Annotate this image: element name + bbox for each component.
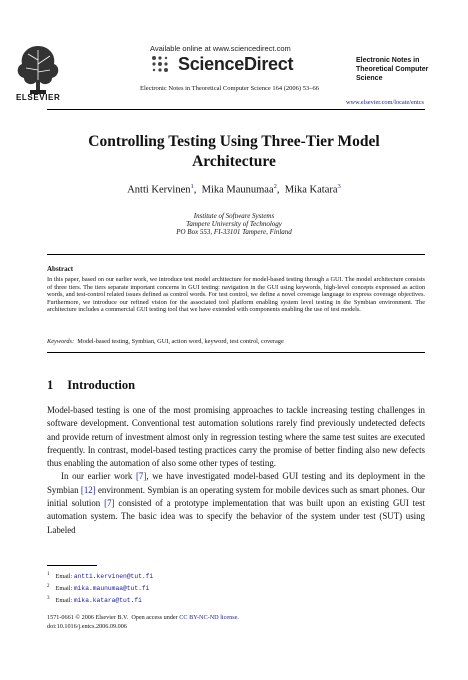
footnote-number: 2 [47,584,50,590]
journal-box-line: Theoretical Computer [356,66,429,73]
footnote-mark[interactable]: 1 [190,183,194,190]
footnote [47,594,153,606]
title-line: Architecture [192,153,276,170]
footnote-label: Email: [55,573,73,581]
author-name: Mika Katara [284,184,338,196]
footnote-number: 1 [47,572,50,577]
text-run: consisted of a prototype implementation that was built upon an existing GUI test automation system. The basic idea was to specify the behavior of the system under test (SUT) using Labeled [47,498,426,535]
affiliation-line: Tampere University of Technology [186,220,282,228]
journal-box-line: Science [356,75,383,82]
email-link[interactable]: antti.kervinen@tut.fi [73,573,154,581]
affiliation [40,212,428,236]
elsevier-tree-logo [10,40,66,96]
abstract-text: In this paper, based on our earlier work, we introduce test model architecture for model-based testing through a GUI. The model architecture consists of three tiers. The tiers separate important concerns in GUI testing: navigation in the GUI using keywords, high-level concepts expressed as action words, and test-control related issues defined as control words. For test control, we define a novel coverage language to express coverage objectives. Furthermore, we introduce our refined vision for the associated tool platform enabling system level testing in the Symbian environment. The architecture includes a commercial GUI testing tool that we have extended with components enabling the use of test models. [47,276,425,314]
footnotes [47,570,153,606]
author-list: Antti Kervinen$^1$, Mika Maunumaa$^2$, Mika Katara$^3$ [127,183,341,196]
sciencedirect-dots-icon [150,54,170,74]
journal-name-box [356,56,456,83]
paper-title [40,132,428,172]
affiliation-line: PO Box 553, FI-33101 Tampere, Finland [176,228,292,236]
copyright-text: 1571-0661 © 2006 Elsevier B.V. [47,614,129,621]
text-run: environment. Symbian is an operating system for mobile devices such as smart phones. Our initial solution [47,484,426,509]
citation-link[interactable]: [7] [104,498,115,509]
abstract-bottom-rule [47,352,425,353]
open-access-text: Open access under [131,614,178,621]
publisher-name: ELSEVIER [16,93,61,102]
text-run: In our earlier work [61,471,136,482]
title-line: Controlling Testing Using Three-Tier Model [88,133,380,150]
available-online-text: Available online at www.sciencedirect.com [150,44,291,53]
footnote [47,582,153,594]
section-title: Introduction [67,378,136,392]
footnote-rule [47,565,97,566]
keywords-list: Model-based testing, Symbian, GUI, action word, keyword, test control, coverage [77,338,284,345]
citation-link[interactable]: [7] [135,471,147,482]
section-heading [47,378,149,393]
doi-line: doi:10.1016/j.entcs.2006.09.006 [47,623,127,630]
section-body [47,404,425,537]
footnote-number: 3 [47,596,50,602]
abstract-top-rule [47,254,425,255]
sciencedirect-brand: ScienceDirect [178,54,294,74]
header-divider [47,109,425,110]
copyright-line [47,614,239,621]
journal-box-line: Electronic Notes in [356,57,420,64]
footnote [47,570,153,582]
citation-link[interactable]: [12] [80,484,96,495]
email-link[interactable]: mika.maunumaa@tut.fi [73,585,150,593]
affiliation-line: Institute of Software Systems [193,212,275,220]
author-name: Mika Maunumaa [201,184,274,196]
text-run: , we have investigated model-based GUI testing and its deployment in the Symbian [47,471,425,495]
paragraph [47,470,425,536]
keywords [47,338,425,345]
footnote-label: Email: [55,585,73,593]
license-link[interactable]: CC BY-NC-ND license. [179,614,239,621]
author-name: Antti Kervinen [127,184,191,196]
abstract-heading: Abstract [47,265,74,273]
email-link[interactable]: mika.katara@tut.fi [73,597,142,605]
keywords-label: Keywords: [47,338,75,345]
journal-citation: Electronic Notes in Theoretical Computer Science 164 (2006) 53–66 [140,85,319,92]
paragraph: Model-based testing is one of the most promising approaches to tackle increasing testing challenges in software development. Conventional test automation solutions rarely find previously undetected defects and provide return of investment almost only in regression testing where the same test suites are executed frequently. In contrast, model-based testing practices carry the promise of better finding also new defects thus enabling the automation of also some other types of testing. [47,405,425,469]
footnote-mark[interactable]: 2 [273,183,277,190]
journal-url-link[interactable]: www.elsevier.com/locate/entcs [346,99,424,106]
footnote-mark[interactable]: 3 [337,183,341,190]
footnote-label: Email: [55,597,73,605]
section-number: 1 [47,378,54,392]
